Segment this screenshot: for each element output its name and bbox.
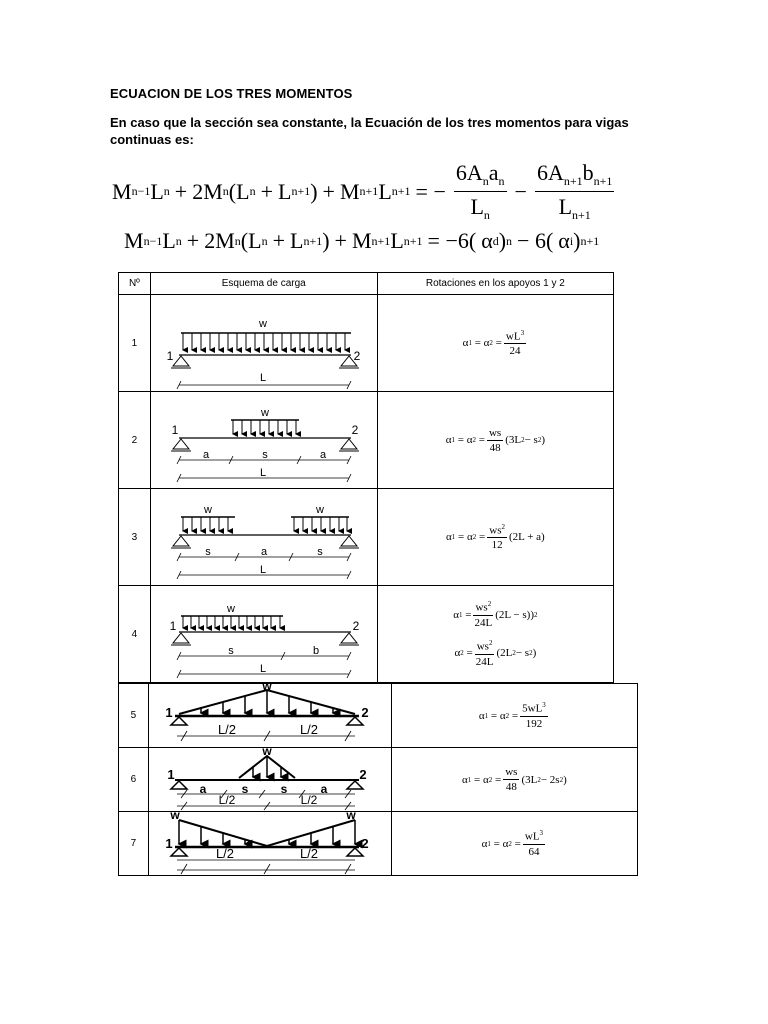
table-header-row (119, 273, 614, 295)
dimension-label: s (205, 546, 211, 558)
support-label-1: 1 (165, 836, 173, 851)
rotation-formula-4: α 1 = $\frac{ws^2}{24L}$ (2L − s) ) 2 α 2 = $\frac{ws^2}{24L}$ (2L 2 − s 2 ) (377, 586, 613, 683)
intro-paragraph: En caso que la sección sea constante, la Ecuación de los tres momentos para vigas continuas es: (110, 115, 629, 147)
support-label-1: 1 (169, 619, 177, 633)
three-moment-equation-1: M n−1 L n + 2M n ( L n + L n+1 ) + M n+1 L n+1 = − $\frac{6A_na_n}{L_n}$ − $\frac{6A_{n+1}b_{n+1}}{L_{n+1}}$ (112, 160, 613, 222)
dimension-label: a (199, 782, 207, 796)
rotation-formula-6: α 1 = α 2 = $\frac{ws}{48}$ (3L 2 − 2s 2 ) (391, 748, 637, 812)
rotation-formula-7: α 1 = α 2 = $\frac{wL^3}{64}$ (391, 812, 637, 876)
table-row (119, 295, 614, 392)
load-cases-table-1 (118, 272, 614, 683)
dimension-label: a (320, 782, 328, 796)
rotation-formula-3: α 1 = α 2 = $\frac{ws^2}{12}$ (2L + a) (377, 489, 613, 586)
dimension-label: b (312, 645, 319, 657)
page-heading: ECUACION DE LOS TRES MOMENTOS (110, 86, 353, 101)
load-label: w (346, 812, 356, 822)
dimension-label: a (260, 546, 267, 558)
case-number: 4 (119, 586, 151, 683)
dimension-label: s (280, 782, 288, 796)
dimension-label: L/2 (299, 846, 318, 861)
load-label: w (226, 603, 235, 615)
table-row (119, 586, 614, 683)
load-label: w (258, 318, 267, 330)
case-number: 5 (119, 684, 149, 748)
load-scheme-3 (150, 489, 377, 586)
dimension-label: s (241, 782, 249, 796)
load-scheme-5 (148, 684, 391, 748)
header-load-scheme: Esquema de carga (150, 273, 377, 295)
load-label: w (315, 504, 324, 516)
case-number: 6 (119, 748, 149, 812)
dimension-label: L/2 (300, 793, 318, 807)
dimension-label: s (228, 645, 234, 657)
load-label: w (262, 684, 272, 693)
table-row (119, 684, 638, 748)
support-label-1: 1 (165, 705, 173, 720)
rotation-formula-2: α 1 = α 2 = $\frac{ws}{48}$ (3L 2 − s 2 ) (377, 392, 613, 489)
three-moment-equation-2: M n−1 L n + 2M n ( L n + L n+1 ) + M n+1 L n+1 = −6( α d ) n − 6( α i ) n+1 (124, 228, 600, 253)
case-number: 7 (119, 812, 149, 876)
dimension-label: a (319, 449, 326, 461)
load-scheme-1 (150, 295, 377, 392)
load-scheme-7 (148, 812, 391, 876)
header-number: Nº (119, 273, 151, 295)
load-label: w (262, 748, 272, 758)
dimension-label: L/2 (217, 722, 236, 737)
dimension-label: a (202, 449, 209, 461)
table-row (119, 489, 614, 586)
dimension-label: L/2 (218, 793, 236, 807)
dimension-label: L (259, 372, 266, 384)
support-label-1: 1 (167, 767, 175, 782)
dimension-label: L/2 (215, 846, 234, 861)
case-number: 3 (119, 489, 151, 586)
support-label-2: 2 (353, 349, 361, 363)
table-row (119, 812, 638, 876)
dimension-label: L (259, 467, 266, 479)
table-row (119, 748, 638, 812)
dimension-label: s (317, 546, 323, 558)
dimension-label: L (259, 663, 266, 675)
load-label: w (203, 504, 212, 516)
support-label-1: 1 (171, 423, 179, 437)
dimension-label: s (262, 449, 268, 461)
support-label-2: 2 (352, 619, 360, 633)
load-label: w (170, 812, 180, 822)
load-scheme-6 (148, 748, 391, 812)
table-row (119, 392, 614, 489)
support-label-1: 1 (166, 349, 174, 363)
support-label-2: 2 (361, 705, 369, 720)
load-scheme-4 (150, 586, 377, 683)
rotation-formula-5: α 1 = α 2 = $\frac{5wL^3}{192}$ (391, 684, 637, 748)
rotation-formula-1: α 1 = α 2 = $\frac{wL^3}{24}$ (377, 295, 613, 392)
support-label-2: 2 (359, 767, 367, 782)
header-rotations: Rotaciones en los apoyos 1 y 2 (377, 273, 613, 295)
load-scheme-2 (150, 392, 377, 489)
case-number: 1 (119, 295, 151, 392)
support-label-2: 2 (361, 836, 369, 851)
load-label: w (260, 407, 269, 419)
dimension-label: L (259, 564, 266, 576)
dimension-label: L/2 (299, 722, 318, 737)
support-label-2: 2 (351, 423, 359, 437)
load-cases-table-2 (118, 683, 638, 876)
case-number: 2 (119, 392, 151, 489)
